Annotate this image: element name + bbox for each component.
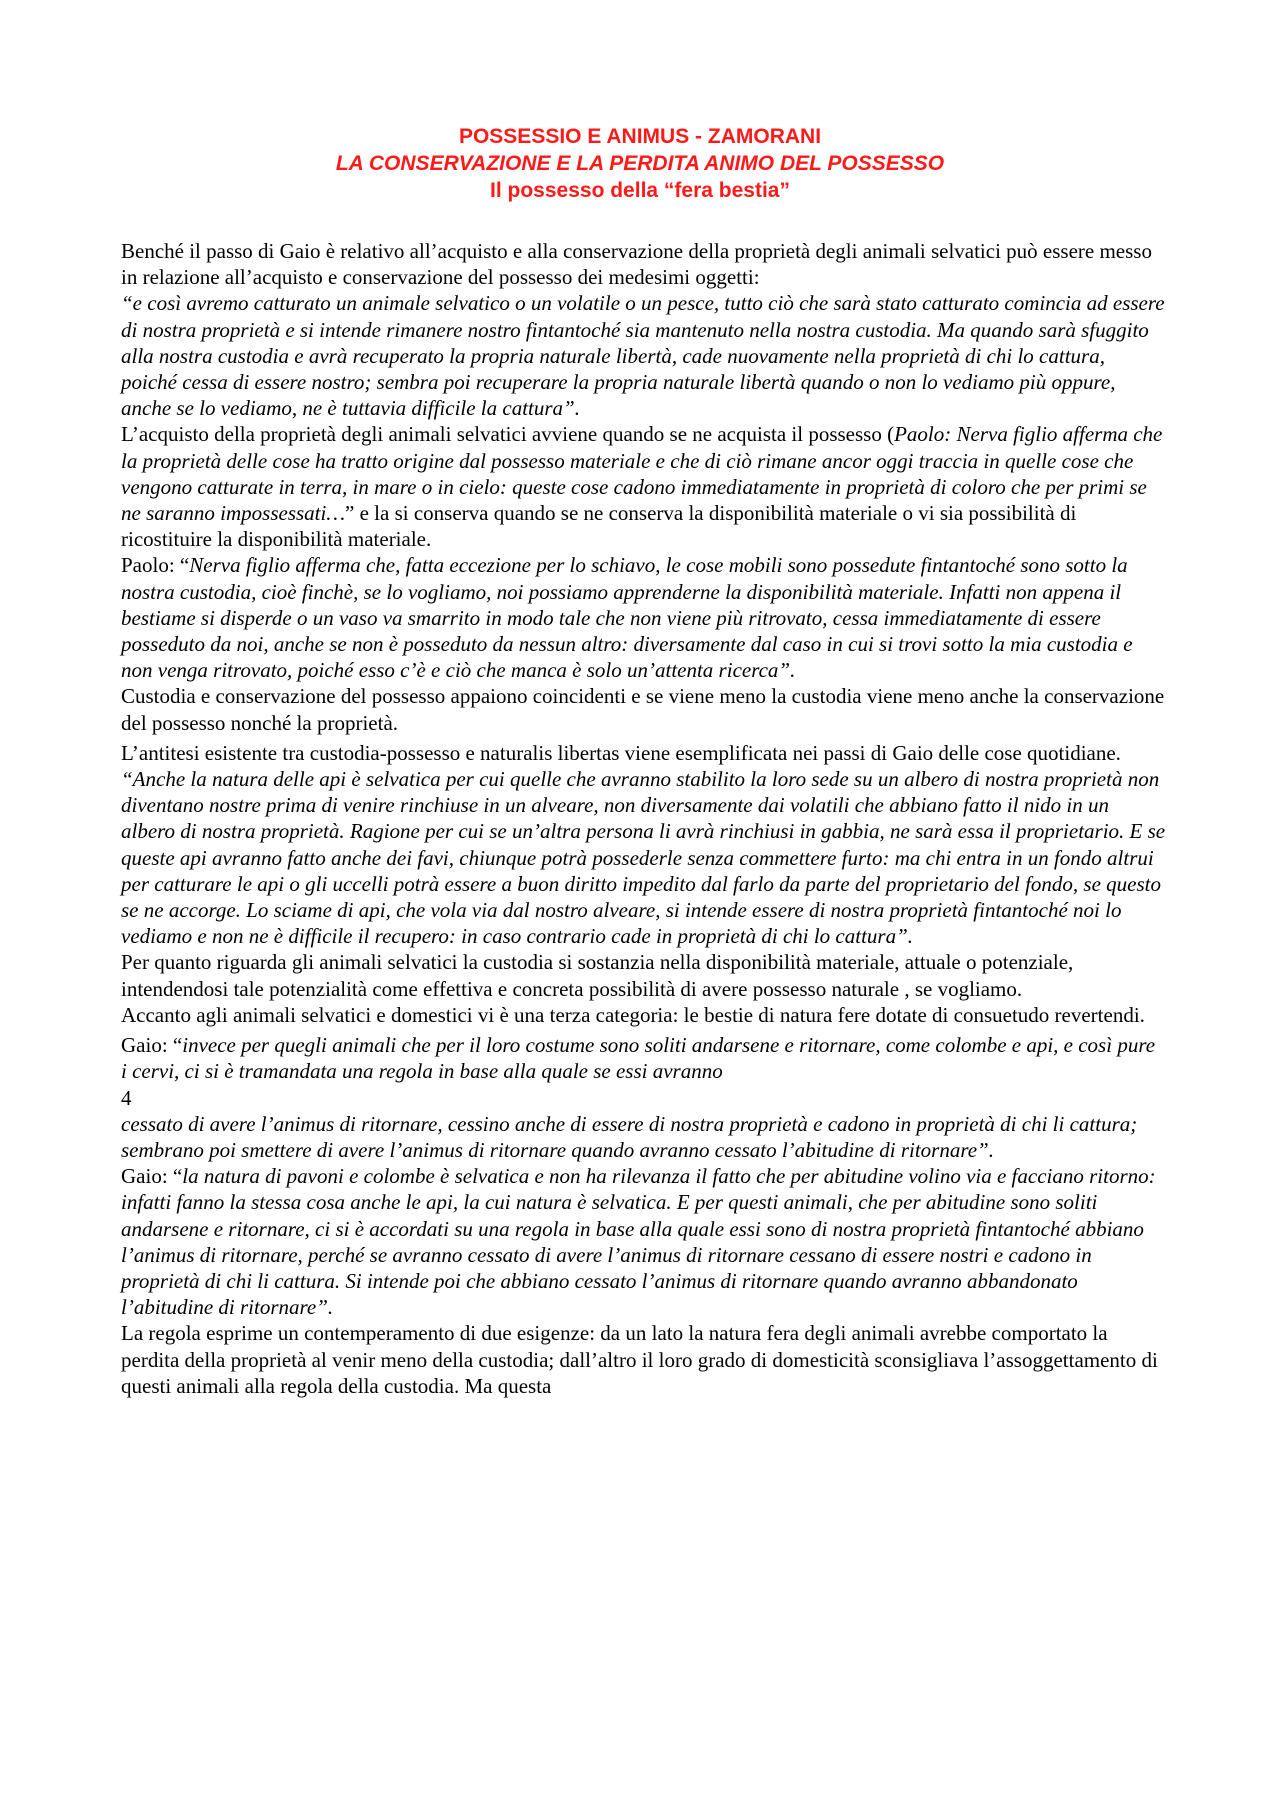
- section-heading: Il possesso della “fera bestia”: [490, 179, 790, 202]
- text-span: Gaio: “: [121, 1033, 183, 1058]
- paragraph: [121, 1032, 1166, 1084]
- paragraph: Per quanto riguarda gli animali selvatici la custodia si sostanzia nella disponibilità materiale, attuale o potenziale, intendendosi tale potenzialità come effettiva e concreta possibilità di avere possesso naturale , se vogliamo.: [121, 950, 1074, 1001]
- text-span: Paolo: “: [121, 553, 190, 578]
- quote-paragraph: cessato di avere l’animus di ritornare, cessino anche di essere di nostra proprietà e cadono in proprietà di chi li cattura; sembrano poi smettere di avere l’animus di ritornare quando avranno cessato l’abitudine di ritornare”.: [121, 1111, 1138, 1162]
- document-subtitle: LA CONSERVAZIONE E LA PERDITA ANIMO DEL POSSESSO: [335, 152, 945, 175]
- document-title: POSSESSIO E ANIMUS - ZAMORANI: [458, 125, 822, 148]
- quote-paragraph: “e così avremo catturato un animale selvatico o un volatile o un pesce, tutto ciò che sarà stato catturato comincia ad essere di nostra proprietà e si intende rimanere nostro fintantoché sia mantenuto nella nostra custodia. Ma quando sarà sfuggito alla nostra custodia e avrà recuperato la propria naturale libertà, cade nuovamente nella proprietà di chi lo cattura, poiché cessa di essere nostro; sembra poi recuperare la propria naturale libertà quando o non lo vediamo più oppure, anche se lo vediamo, ne è tuttavia difficile la cattura”.: [121, 291, 1165, 421]
- text-span: ” e la si conserva quando se ne conserva la disponibilità materiale o vi sia possibilità di ricostituire la disponibilità materiale.: [121, 501, 1077, 552]
- quote-span: Nerva figlio afferma che, fatta eccezione per lo schiavo, le cose mobili sono possedute fintantoché sono sotto la nostra custodia, cioè finchè, se lo vogliamo, noi possiamo apprenderne la disponibilità materiale. Infatti non appena il bestiame si disperde o un vaso va smarrito in modo tale che non viene più ritrovato, cessa immediatamente di essere posseduto da noi, anche se non è posseduto da nessun altro: diversamente dal caso in cui si trovi sotto la mia custodia e non venga ritrovato, poiché esso c’è e ciò che manca è solo un’attenta ricerca”.: [121, 553, 1133, 683]
- paragraph: La regola esprime un contemperamento di due esigenze: da un lato la natura fera degli animali avrebbe comportato la perdita della proprietà al venir meno della custodia; dall’altro il loro grado di domesticità sconsigliava l’assoggettamento di questi animali alla regola della custodia. Ma questa: [121, 1321, 1158, 1398]
- paragraph: [121, 421, 1166, 552]
- quote-span: la natura di pavoni e colombe è selvatica e non ha rilevanza il fatto che per abitudine volino via e facciano ritorno: infatti fanno la stessa cosa anche le api, la cui natura è selvatica. E per questi animali, che per abitudine sono soliti andarsene e ritornare, ci si è accordati su una regola in base alla quale essi sono di nostra proprietà fintantoché abbiano l’animus di ritornare, perché se avranno cessato di avere l’animus di ritornare cessano di essere nostri e cadono in proprietà di chi li cattura. Si intende poi che abbiano cessato l’animus di ritornare quando avranno abbandonato l’abitudine di ritornare”.: [121, 1164, 1156, 1320]
- paragraph: Benché il passo di Gaio è relativo all’acquisto e alla conservazione della proprietà degli animali selvatici può essere messo in relazione all’acquisto e conservazione del possesso dei medesimi oggetti:: [121, 239, 1152, 290]
- quote-span: invece per quegli animali che per il loro costume sono soliti andarsene e ritornare, come colombe e api, e così pure i cervi, ci si è tramandata una regola in base alla quale se essi avranno: [121, 1033, 1156, 1084]
- document-body: [121, 238, 1166, 1399]
- paragraph: Accanto agli animali selvatici e domestici vi è una terza categoria: le bestie di natura fere dotate di consuetudo revertendi.: [121, 1002, 1145, 1027]
- paragraph: [121, 552, 1166, 683]
- page-number: 4: [121, 1085, 132, 1110]
- paragraph: Custodia e conservazione del possesso appaiono coincidenti e se viene meno la custodia viene meno anche la conservazione del possesso nonché la proprietà.: [121, 684, 1165, 735]
- quote-span: Paolo: Nerva figlio afferma che la proprietà delle cose ha tratto origine dal possesso materiale e che di ciò rimane ancor oggi traccia in quelle cose che vengono catturate in terra, in mare o in cielo: queste cose cadono immediatamente in proprietà di coloro che per primi se ne saranno impossessati…: [121, 422, 1163, 526]
- text-span: L’acquisto della proprietà degli animali selvatici avviene quando se ne acquista il possesso (: [121, 422, 895, 447]
- text-span: Gaio: “: [121, 1164, 183, 1189]
- paragraph: [121, 1163, 1166, 1320]
- title-block: [0, 123, 1280, 204]
- quote-paragraph: “Anche la natura delle api è selvatica per cui quelle che avranno stabilito la loro sede su un albero di nostra proprietà non diventano nostre prima di venire rinchiuse in un alveare, non diversamente dai volatili che abbiano fatto il nido in un albero di nostra proprietà. Ragione per cui se un’altra persona li avrà rinchiusi in gabbia, ne sarà essa il proprietario. E se queste api avranno fatto anche dei favi, chiunque potrà possederle senza commettere furto: ma chi entra in un fondo altrui per catturare le api o gli uccelli potrà essere a buon diritto impedito dal farlo da parte del proprietario del fondo, se questo se ne accorge. Lo sciame di api, che vola via dal nostro alveare, si intende essere di nostra proprietà fintantoché noi lo vediamo e non ne è difficile il recupero: in caso contrario cade in proprietà di chi lo cattura”.: [121, 767, 1166, 949]
- paragraph: L’antitesi esistente tra custodia-possesso e naturalis libertas viene esemplificata nei passi di Gaio delle cose quotidiane.: [121, 740, 1121, 765]
